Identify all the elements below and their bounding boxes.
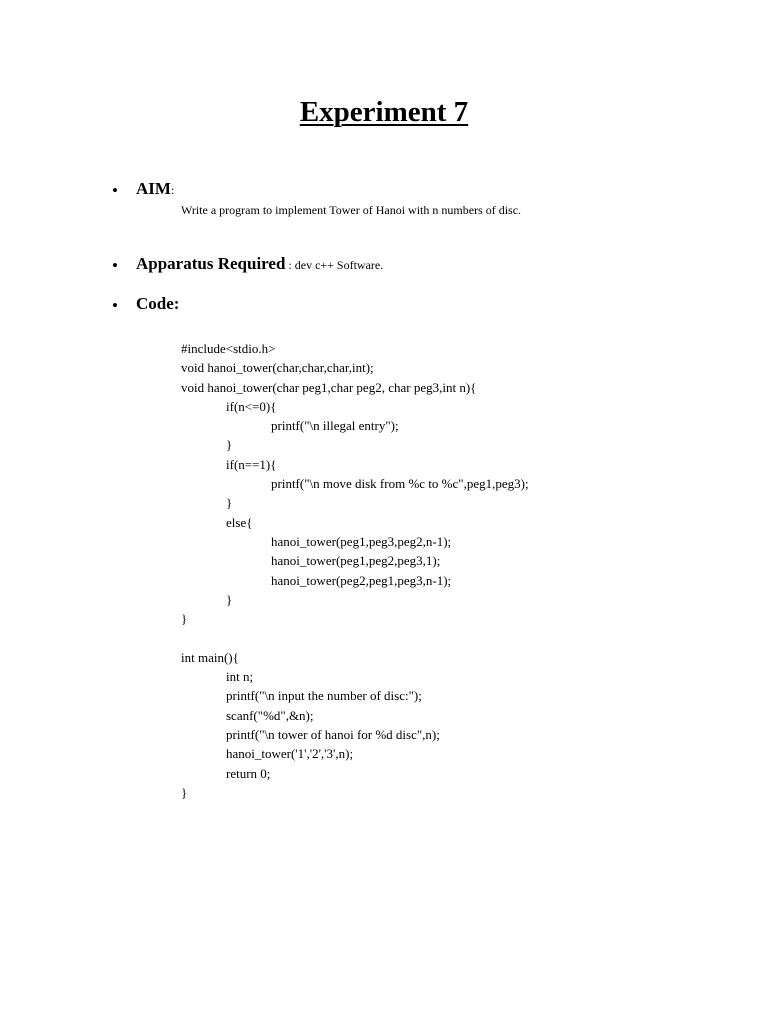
code-line: hanoi_tower(peg1,peg2,peg3,1); [271,553,441,569]
apparatus-text: : dev c++ Software. [285,258,384,272]
code-line: scanf("%d",&n); [226,707,314,723]
code-line: printf("\n tower of hanoi for %d disc",n); [226,726,440,742]
aim-separator: : [170,183,175,197]
code-bullet: • [112,296,118,315]
code-line: void hanoi_tower(char,char,char,int); [181,360,374,376]
code-line: } [226,437,233,453]
aim-label: AIM [136,179,171,198]
code-line: hanoi_tower('1','2','3',n); [226,746,354,762]
code-label: Code: [136,294,180,313]
apparatus-heading [136,253,383,276]
code-line: if(n<=0){ [226,398,277,414]
code-line: int main(){ [181,649,239,665]
apparatus-label: Apparatus Required [136,254,286,273]
code-line: hanoi_tower(peg1,peg3,peg2,n-1); [271,533,452,549]
code-line: hanoi_tower(peg2,peg1,peg3,n-1); [271,572,452,588]
code-line: int n; [226,669,254,685]
code-block [181,339,529,802]
aim-text: Write a program to implement Tower of Hanoi with n numbers of disc. [181,203,522,217]
code-line: } [181,611,188,627]
code-line [181,628,529,647]
apparatus-bullet: • [112,256,118,275]
code-line: return 0; [226,765,271,781]
code-line: printf("\n input the number of disc:"); [226,688,422,704]
code-line: } [226,591,233,607]
code-line: else{ [226,514,253,530]
code-line: printf("\n illegal entry"); [271,418,399,434]
code-line: void hanoi_tower(char peg1,char peg2, char peg3,int n){ [181,379,477,395]
page-title: Experiment 7 [299,96,469,128]
aim-bullet: • [112,181,118,200]
code-line: printf("\n move disk from %c to %c",peg1,peg3); [271,476,529,492]
aim-heading [136,178,174,201]
code-line: } [181,784,188,800]
code-line: #include<stdio.h> [181,341,276,356]
code-line: } [226,495,233,511]
code-line: if(n==1){ [226,456,277,472]
code-heading [136,293,179,315]
